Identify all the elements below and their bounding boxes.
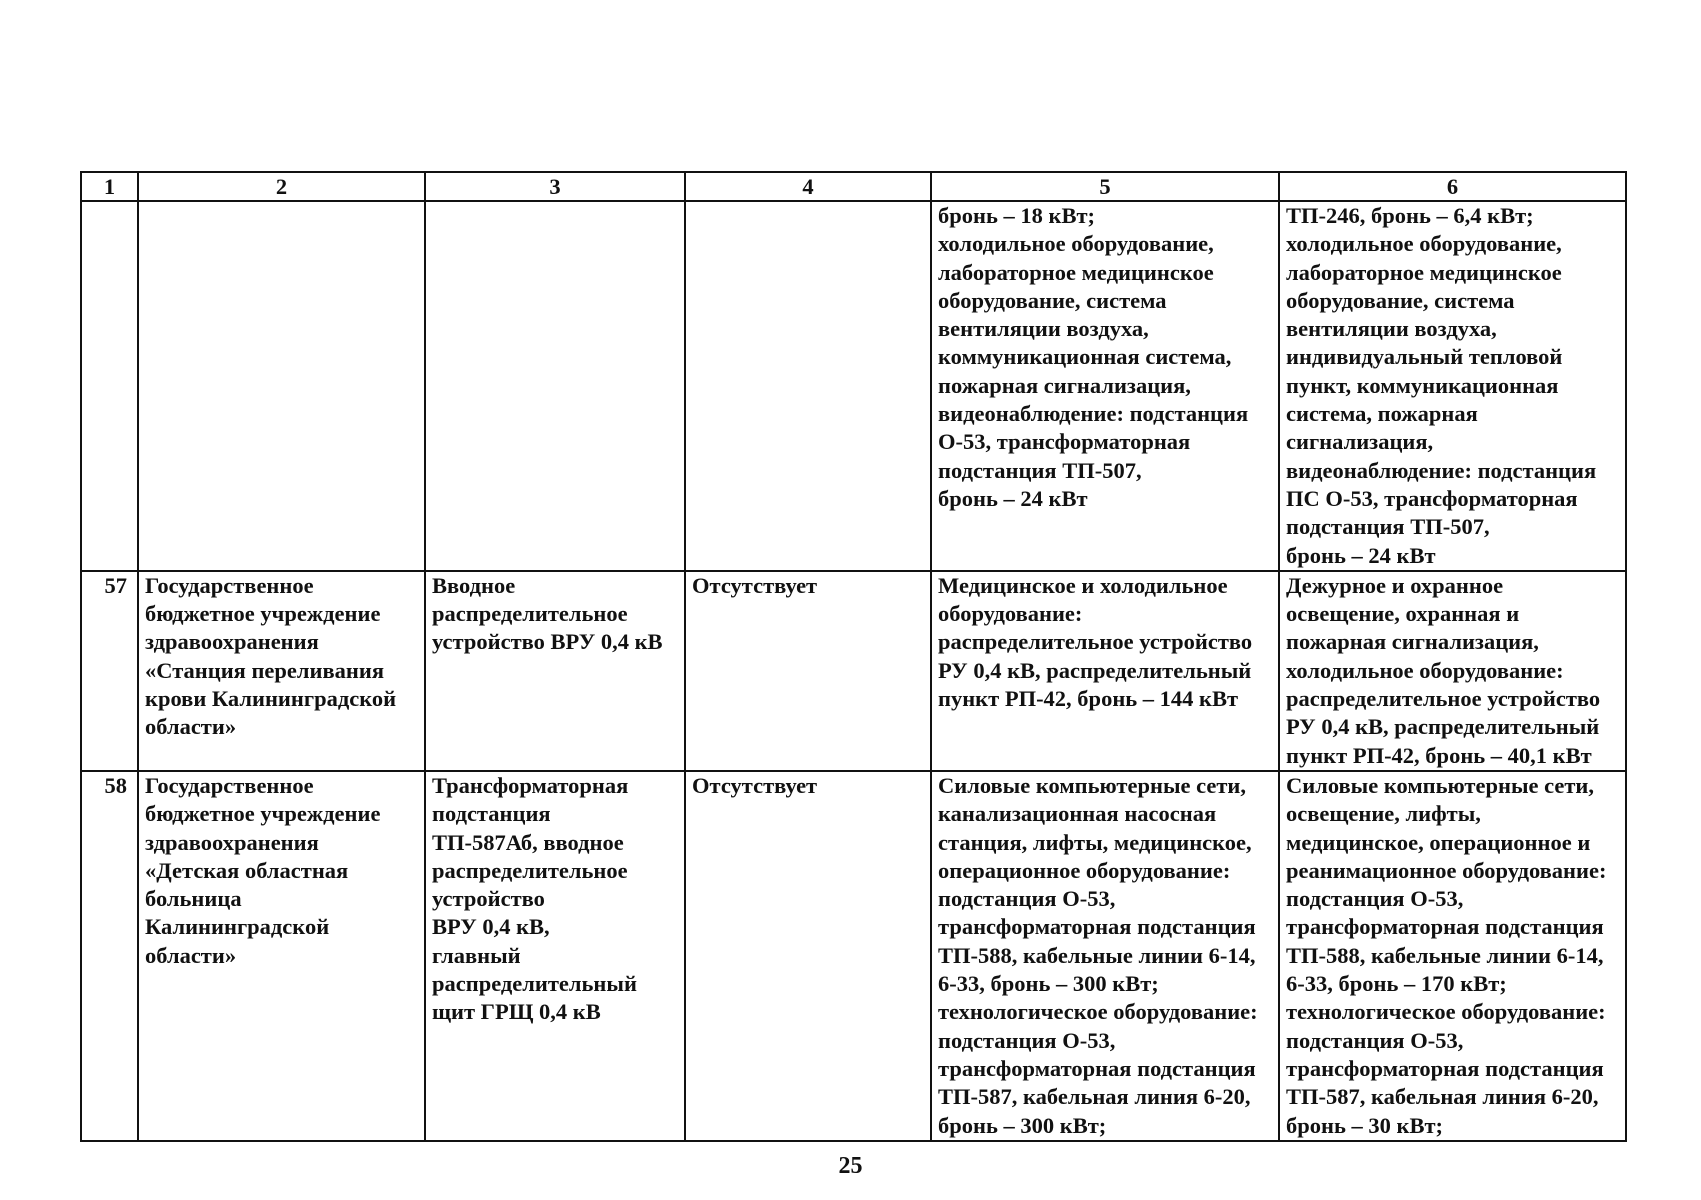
column-5-cell: Силовые компьютерные сети, канализационная насосная станция, лифты, медицинское, операционное оборудование: подстанция О-53, трансформаторная подстанция ТП-588, кабельные линии 6-14, 6-33, бронь – 300 кВт; технологическое оборудование: подстанция О-53, трансформаторная подстанция ТП-587, кабельная линия 6-20, бронь – 300 кВт; [931, 771, 1279, 1141]
column-6-cell: Дежурное и охранное освещение, охранная и пожарная сигнализация, холодильное оборудование: распределительное устройство РУ 0,4 кВ, распределительный пункт РП-42, бронь – 40,1 кВт [1279, 571, 1626, 771]
backup-source-cell: Отсутствует [685, 571, 931, 771]
institution-cell: Государственное бюджетное учреждение здравоохранения «Станция переливания крови Калининградской области» [138, 571, 425, 771]
institution-cell [138, 201, 425, 571]
column-5-cell: бронь – 18 кВт; холодильное оборудование, лабораторное медицинское оборудование, система вентиляции воздуха, коммуникационная система, пожарная сигнализация, видеонаблюдение: подстанция О-53, трансформаторная подстанция ТП-507, бронь – 24 кВт [931, 201, 1279, 571]
power-source-cell: Трансформаторная подстанция ТП-587Аб, вводное распределительное устройство ВРУ 0,4 кВ, главный распределительный щит ГРЩ 0,4 кВ [425, 771, 685, 1141]
backup-source-cell: Отсутствует [685, 771, 931, 1141]
table-row [81, 571, 1626, 771]
header-cell-3: 3 [425, 172, 685, 201]
institution-cell: Государственное бюджетное учреждение здравоохранения «Детская областная больница Калининградской области» [138, 771, 425, 1141]
power-source-cell [425, 201, 685, 571]
header-cell-2: 2 [138, 172, 425, 201]
column-6-cell: ТП-246, бронь – 6,4 кВт; холодильное оборудование, лабораторное медицинское оборудование, система вентиляции воздуха, индивидуальный тепловой пункт, коммуникационная система, пожарная сигнализация, видеонаблюдение: подстанция ПС О-53, трансформаторная подстанция ТП-507, бронь – 24 кВт [1279, 201, 1626, 571]
power-source-cell: Вводное распределительное устройство ВРУ 0,4 кВ [425, 571, 685, 771]
header-cell-4: 4 [685, 172, 931, 201]
row-number-cell: 57 [81, 571, 138, 771]
column-5-cell: Медицинское и холодильное оборудование: распределительное устройство РУ 0,4 кВ, распределительный пункт РП-42, бронь – 144 кВт [931, 571, 1279, 771]
table-row [81, 771, 1626, 1141]
column-6-cell: Силовые компьютерные сети, освещение, лифты, медицинское, операционное и реанимационное оборудование: подстанция О-53, трансформаторная подстанция ТП-588, кабельные линии 6-14, 6-33, бронь – 170 кВт; технологическое оборудование: подстанция О-53, трансформаторная подстанция ТП-587, кабельная линия 6-20, бронь – 30 кВт; [1279, 771, 1626, 1141]
page-number: 25 [838, 1153, 863, 1179]
row-number-cell [81, 201, 138, 571]
table-row [81, 201, 1626, 571]
row-number-cell: 58 [81, 771, 138, 1141]
table-header-row [81, 172, 1626, 201]
header-cell-1: 1 [81, 172, 138, 201]
header-cell-6: 6 [1279, 172, 1626, 201]
header-cell-5: 5 [931, 172, 1279, 201]
backup-source-cell [685, 201, 931, 571]
equipment-power-table [80, 171, 1627, 1142]
